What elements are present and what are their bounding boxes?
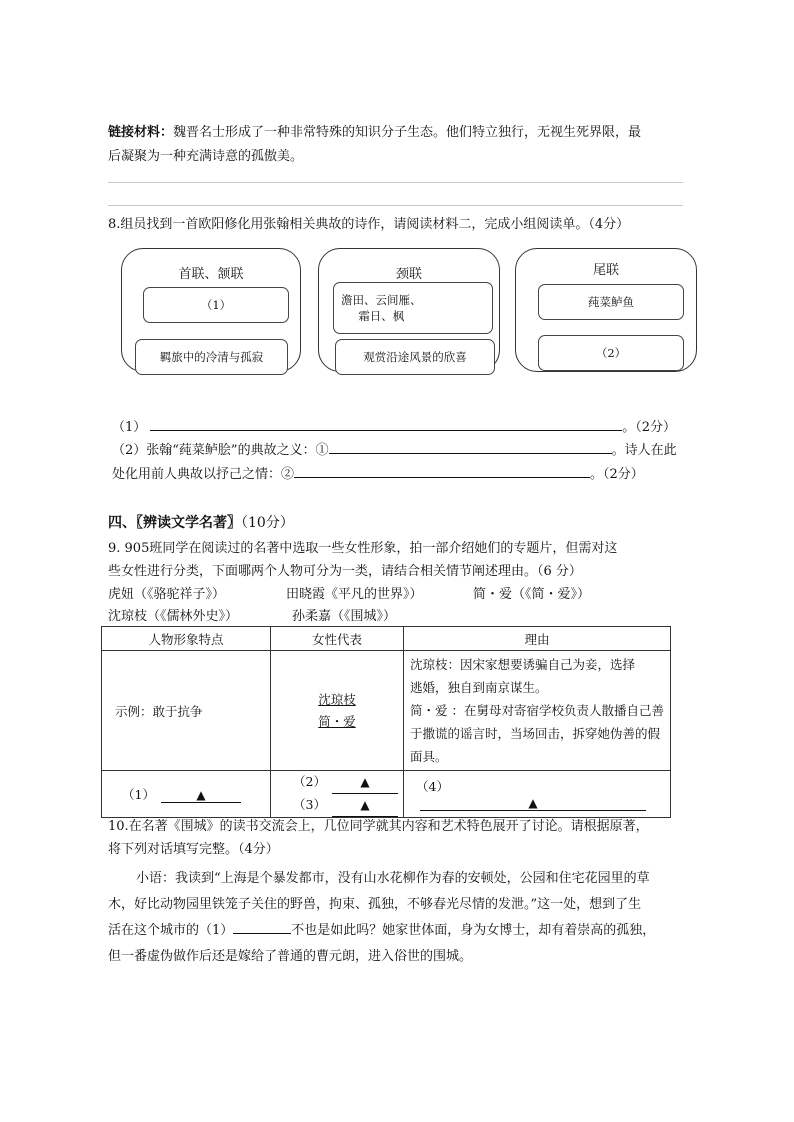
link-material-label: 链接材料：: [108, 125, 174, 140]
section-score: （10分）: [241, 515, 294, 531]
box-couplet-4: [515, 248, 697, 372]
character-item: 田晓霞《平凡的世界》）: [286, 587, 423, 602]
answer-slot-2: （2）: [538, 335, 684, 371]
q10-para-line: 木，好比动物园里铁笼子关住的野兽，拘束、孤独，不够春光尽情的发泄。”这一处，想到了生: [108, 897, 642, 912]
answer-label: （1）: [112, 420, 147, 435]
box-title: 尾联: [592, 263, 619, 278]
answer-blank: [329, 452, 612, 454]
q10-para-line: 但一番虚伪做作后还是嫁给了普通的曹元朗，进入俗世的围城。: [108, 949, 473, 964]
answer-blank: [294, 476, 590, 478]
divider-1: [108, 182, 683, 183]
blank-label: （3）: [293, 797, 326, 812]
q10-para-line: 小语：我读到“上海是个暴发都市，没有山水花柳作为春的安顿处，公园和住宅花园里的草: [136, 871, 650, 886]
character-table: [101, 626, 671, 818]
triangle-marker: ▲: [360, 775, 370, 789]
box-couplet-3: [318, 248, 500, 372]
theme-box: 羁旅中的冷清与孤寂: [135, 339, 288, 375]
blank-field[interactable]: [420, 795, 646, 811]
character-item: 沈琼枝（《儒林外史》）: [108, 609, 239, 624]
para-text: 不也是如此吗？她家世体面，身为女博士，却有着崇高的孤独，: [291, 923, 656, 938]
example-trait: 示例：敢于抗争: [102, 651, 271, 771]
reason-line: 沈琼枝：因宋家想要诱骗自己为妾，选择: [410, 657, 636, 672]
q9-line1: 9. 905班同学在阅读过的名著中选取一些女性形象，拍一部介绍她们的专题片，但需对这: [108, 541, 618, 556]
answer-text: 处化用前人典故以抒己之情：②: [112, 467, 295, 482]
answer-blank: [150, 429, 622, 431]
box-title: 首联、颔联: [178, 267, 244, 282]
imagery-box: [333, 282, 493, 334]
imagery-line: 霜日、枫: [358, 309, 405, 323]
example-reason: [404, 651, 671, 771]
table-header: 女性代表: [271, 627, 404, 651]
section-title: 四、〖辨读文学名著〗: [108, 515, 241, 531]
q8-answer-2b: [112, 463, 644, 482]
link-material-line1: 魏晋名士形成了一种非常特殊的知识分子生态。他们特立独行，无视生死界限，最: [173, 125, 642, 140]
q8-answer-2a: [112, 439, 677, 458]
reason-line: 逃婚，独自到南京谋生。: [410, 680, 548, 695]
table-header: 人物形象特点: [102, 627, 271, 651]
blank-field[interactable]: [332, 771, 398, 794]
answer-text-end: 。诗人在此: [611, 443, 677, 458]
link-material-line2: 后凝聚为一种充满诗意的孤傲美。: [108, 149, 304, 164]
answer-slot-1: （1）: [143, 287, 289, 323]
answer-blank[interactable]: [233, 932, 291, 934]
link-material: [108, 121, 641, 140]
blank-reason: [404, 771, 671, 818]
triangle-marker: ▲: [528, 796, 538, 810]
example-reps: [271, 651, 404, 771]
blank-trait: [102, 771, 271, 818]
character-item: 虎妞（《骆驼祥子》）: [108, 587, 226, 602]
rep-name: 简・爱: [318, 713, 356, 729]
blank-label: （4）: [416, 779, 449, 794]
q10-line2: 将下列对话填写完整。（4分）: [108, 842, 279, 857]
triangle-marker: ▲: [196, 788, 206, 802]
blank-label: （1）: [122, 787, 155, 802]
imagery-line: 澹田、云间雁、: [341, 293, 422, 307]
section-4-heading: [108, 512, 294, 532]
q8-answer-1: [112, 416, 676, 435]
box-couplet-1-2: [121, 248, 301, 372]
blank-field[interactable]: [332, 794, 398, 817]
rep-name: 沈琼枝: [318, 691, 356, 707]
answer-score: 。（2分）: [590, 467, 644, 482]
answer-score: 。（2分）: [622, 420, 677, 435]
blank-field[interactable]: [161, 787, 241, 803]
q9-line2: 些女性进行分类，下面哪两个人物可分为一类，请结合相关情节阐述理由。（6 分）: [108, 564, 582, 579]
character-item: 简・爱（《简・爱》）: [473, 587, 591, 602]
answer-text: （2）张翰“莼菜鲈脍”的典故之义：①: [112, 443, 329, 458]
reason-line: 简・爱 ：在舅母对寄宿学校负责人散播自己善于撒谎的谣言时，当场回击，拆穿她伪善的假面具。: [410, 703, 664, 764]
box-title: 颈联: [395, 267, 422, 282]
theme-box: 观赏沿途风景的欣喜: [335, 339, 495, 375]
blank-reps: [271, 771, 404, 818]
divider-2: [108, 205, 683, 206]
q10-line1: 10.在名著《围城》的读书交流会上，几位同学就其内容和艺术特色展开了讨论。请根据原著，: [108, 819, 649, 834]
table-header: 理由: [404, 627, 671, 651]
imagery-box: 莼菜鲈鱼: [538, 284, 684, 320]
q8-title: 8.组员找到一首欧阳修化用张翰相关典故的诗作，请阅读材料二，完成小组阅读单。（4分）: [108, 217, 630, 232]
para-text: 活在这个城市的（1）: [108, 923, 234, 938]
q10-para-line: [108, 919, 655, 938]
blank-label: （2）: [293, 774, 326, 789]
character-item: 孙柔嘉（《围城》）: [292, 609, 397, 624]
triangle-marker: ▲: [360, 798, 370, 812]
